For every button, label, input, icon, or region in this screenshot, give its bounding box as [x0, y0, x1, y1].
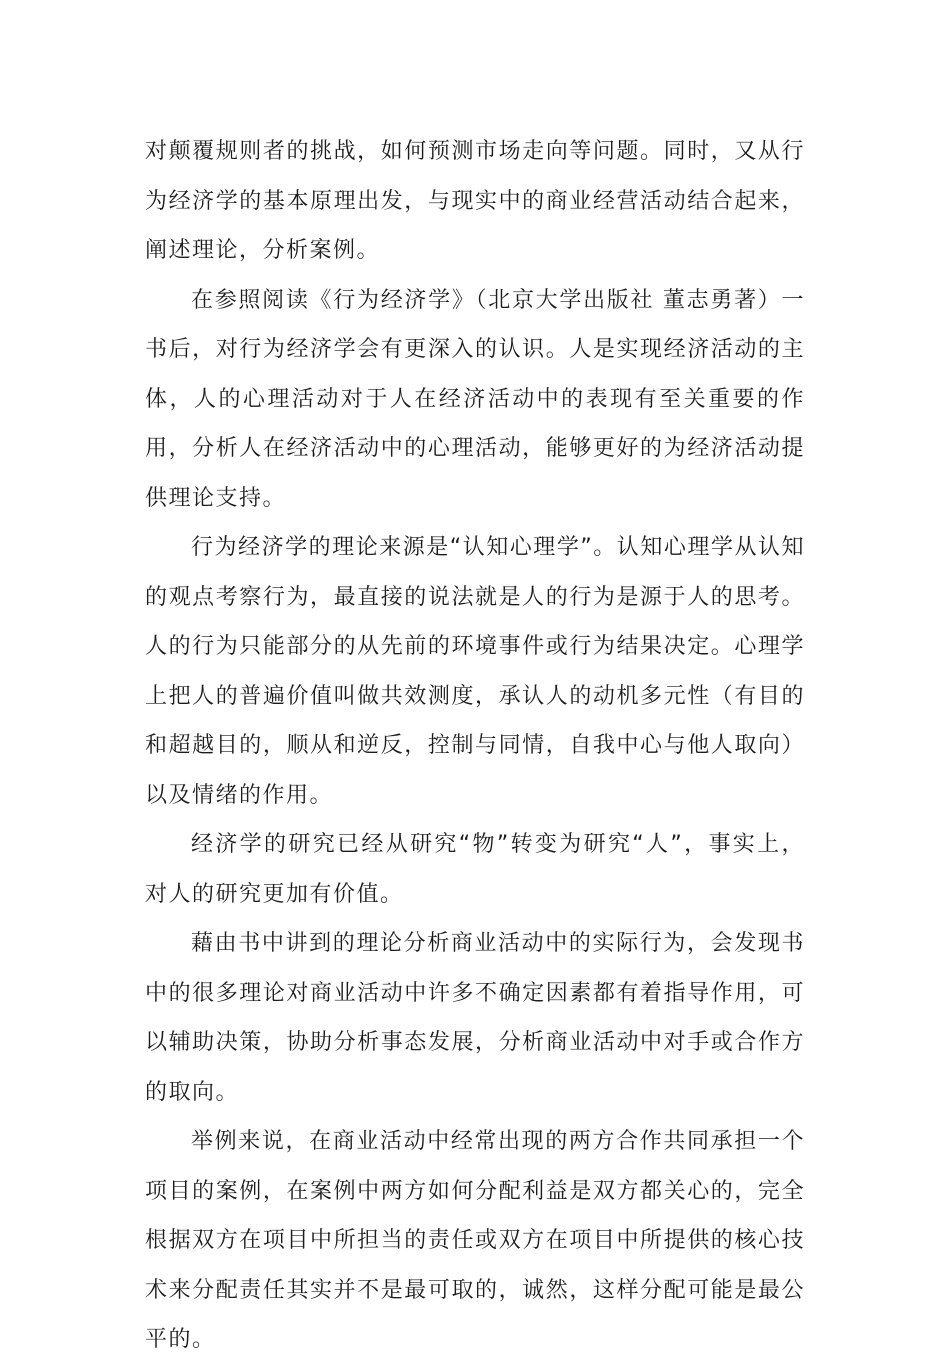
- document-body: [145, 127, 805, 1365]
- paragraph-research-shift: 经济学的研究已经从研究“物”转变为研究“人”，事实上，对人的研究更加有价值。: [145, 832, 805, 907]
- paragraph-cognitive-psychology: 行为经济学的理论来源是“认知心理学”。认知心理学从认知的观点考察行为，最直接的说法就是人的行为是源于人的思考。人的行为只能部分的从先前的环境事件或行为结果决定。心理学上把人的普遍价值叫做共效测度，承认人的动机多元性（有目的和超越目的，顺从和逆反，控制与同情，自我中心与他人取向）以及情绪的作用。: [145, 535, 805, 808]
- paragraph-example: 举例来说，在商业活动中经常出现的两方合作共同承担一个项目的案例，在案例中两方如何分配利益是双方都关心的，完全根据双方在项目中所担当的责任或双方在项目中所提供的核心技术来分配责任其实并不是最可取的，诚然，这样分配可能是最公平的。: [145, 1129, 805, 1352]
- paragraph-business-application: 藉由书中讲到的理论分析商业活动中的实际行为，会发现书中的很多理论对商业活动中许多不确定因素都有着指导作用，可以辅助决策，协助分析事态发展，分析商业活动中对手或合作方的取向。: [145, 931, 805, 1105]
- paragraph-continuation: 对颠覆规则者的挑战，如何预测市场走向等问题。同时，又从行为经济学的基本原理出发，与现实中的商业经营活动结合起来，阐述理论，分析案例。: [145, 139, 805, 263]
- paragraph-reference-book: 在参照阅读《行为经济学》（北京大学出版社 董志勇著）一书后，对行为经济学会有更深入的认识。人是实现经济活动的主体，人的心理活动对于人在经济活动中的表现有至关重要的作用，分析人在经济活动中的心理活动，能够更好的为经济活动提供理论支持。: [145, 287, 805, 511]
